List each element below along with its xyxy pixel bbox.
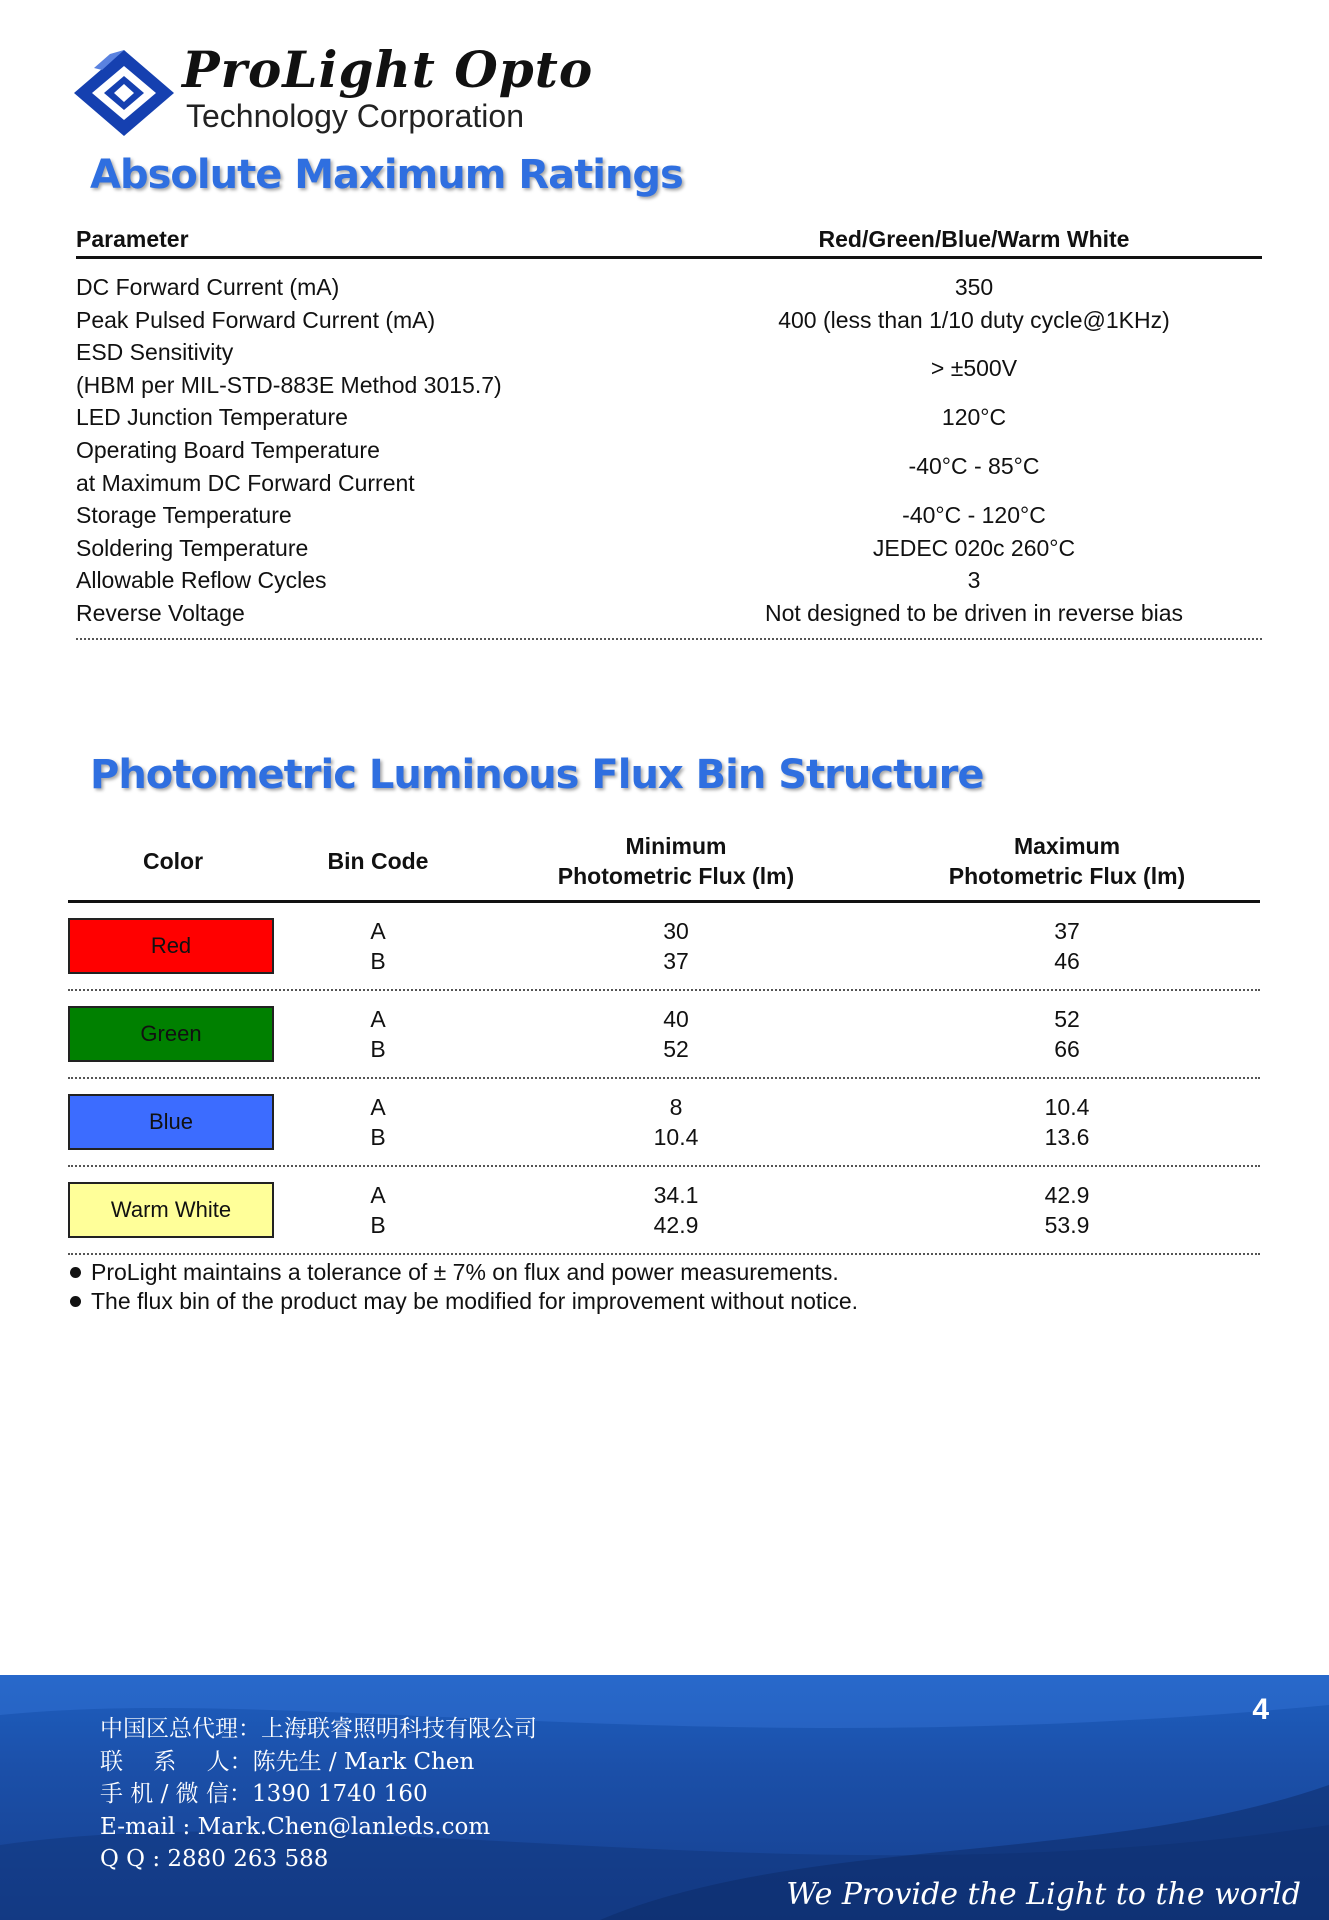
notes-list <box>70 1258 858 1316</box>
note-text: ProLight maintains a tolerance of ± 7% on flux and power measurements. <box>91 1259 839 1285</box>
header-color: Color <box>142 848 204 874</box>
logo-subtitle: Technology Corporation <box>186 98 524 134</box>
bin-code-value: B <box>370 948 386 974</box>
diamond-logo-icon <box>72 48 176 138</box>
bullet-icon <box>70 1267 81 1278</box>
max-flux-value: 37 <box>1054 918 1080 944</box>
min-flux-value: 37 <box>663 948 689 974</box>
value-cell: 350 <box>954 274 994 300</box>
parameter-cell <box>76 401 696 434</box>
page-number: 4 <box>1252 1693 1269 1726</box>
parameter-line: Peak Pulsed Forward Current (mA) <box>76 306 436 333</box>
company-logo <box>72 40 594 140</box>
min-flux-value: 52 <box>663 1036 689 1062</box>
color-swatch: Warm White <box>68 1182 274 1238</box>
table-header <box>76 222 1262 259</box>
note-text: The flux bin of the product may be modified for improvement without notice. <box>91 1288 859 1314</box>
table-row <box>76 271 1262 304</box>
max-flux-value: 42.9 <box>1044 1182 1090 1208</box>
max-flux-value: 13.6 <box>1044 1124 1090 1150</box>
header-min-flux <box>478 831 874 891</box>
min-flux-value: 34.1 <box>653 1182 699 1208</box>
value-cell: JEDEC 020c 260°C <box>872 534 1076 561</box>
parameter-cell <box>76 564 696 597</box>
parameter-cell <box>76 434 696 499</box>
parameter-cell <box>76 336 696 401</box>
min-flux-value: 42.9 <box>653 1212 699 1238</box>
contact-line: 手 机 / 微 信：1390 1740 160 <box>100 1781 428 1807</box>
table-row <box>76 336 1262 401</box>
parameter-line: ESD Sensitivity <box>76 339 234 366</box>
value-cell: 120°C <box>941 404 1007 431</box>
header-bin-code: Bin Code <box>327 848 429 874</box>
bin-code-cell <box>278 1092 478 1152</box>
contact-line: Q Q : 2880 263 588 <box>100 1846 329 1872</box>
bin-code-cell <box>278 1180 478 1240</box>
min-flux-value: 30 <box>663 918 689 944</box>
table-row <box>76 434 1262 499</box>
contact-line: 联 系 人：陈先生 / Mark Chen <box>100 1748 475 1775</box>
note-item <box>70 1287 858 1316</box>
parameter-line: LED Junction Temperature <box>76 404 348 431</box>
value-cell: Not designed to be driven in reverse bias <box>764 599 1184 626</box>
min-flux-value: 40 <box>663 1006 689 1032</box>
table-row <box>76 401 1262 434</box>
table-header <box>68 822 1260 903</box>
bin-code-value: A <box>370 1094 386 1120</box>
min-flux-value: 8 <box>669 1094 683 1120</box>
header-max-line1: Maximum <box>1013 833 1121 859</box>
bin-code-value: A <box>370 1006 386 1032</box>
min-flux-cell <box>478 1092 874 1152</box>
bin-code-cell <box>278 1004 478 1064</box>
header-max-flux <box>874 831 1260 891</box>
table-body <box>68 903 1260 1255</box>
color-cell <box>68 918 278 974</box>
value-cell: > ±500V <box>930 355 1018 382</box>
flux-group-row <box>68 903 1260 991</box>
bin-code-value: B <box>370 1124 386 1150</box>
bin-code-value: B <box>370 1212 386 1238</box>
max-flux-value: 52 <box>1054 1006 1080 1032</box>
parameter-cell <box>76 499 696 532</box>
contact-info <box>100 1713 537 1876</box>
bin-code-value: A <box>370 1182 386 1208</box>
parameter-line: DC Forward Current (mA) <box>76 274 340 300</box>
max-flux-value: 46 <box>1054 948 1080 974</box>
value-cell: -40°C - 120°C <box>902 502 1046 529</box>
value-cell: 400 (less than 1/10 duty cycle@1KHz) <box>778 306 1170 333</box>
max-flux-value: 10.4 <box>1044 1094 1090 1120</box>
bullet-icon <box>70 1296 81 1307</box>
parameter-line: Allowable Reflow Cycles <box>76 567 327 594</box>
section-title-flux-bins: Photometric Luminous Flux Bin Structure <box>90 752 984 798</box>
note-item <box>70 1258 858 1287</box>
color-swatch: Blue <box>68 1094 274 1150</box>
table-row <box>76 564 1262 597</box>
parameter-line: at Maximum DC Forward Current <box>76 469 415 496</box>
parameter-line: Reverse Voltage <box>76 599 245 626</box>
bin-code-value: B <box>370 1036 386 1062</box>
flux-group-row <box>68 991 1260 1079</box>
slogan: We Provide the Light to the world <box>786 1877 1301 1912</box>
value-cell: -40°C - 85°C <box>908 453 1040 480</box>
max-flux-cell <box>874 1004 1260 1064</box>
contact-line: 中国区总代理：上海联睿照明科技有限公司 <box>100 1716 537 1742</box>
parameter-line: Operating Board Temperature <box>76 436 380 463</box>
bin-code-value: A <box>370 918 386 944</box>
max-flux-value: 53.9 <box>1044 1212 1090 1238</box>
flux-bin-table <box>68 822 1260 1255</box>
table-row <box>76 597 1262 630</box>
flux-group-row <box>68 1079 1260 1167</box>
parameter-cell <box>76 271 696 304</box>
header-min-line1: Minimum <box>625 833 727 859</box>
min-flux-cell <box>478 1180 874 1240</box>
color-cell <box>68 1094 278 1150</box>
table-row <box>76 304 1262 337</box>
min-flux-value: 10.4 <box>653 1124 699 1150</box>
parameter-line: (HBM per MIL-STD-883E Method 3015.7) <box>76 371 502 398</box>
section-title-absolute-max: Absolute Maximum Ratings <box>90 152 683 198</box>
header-max-line2: Photometric Flux (lm) <box>948 863 1186 889</box>
min-flux-cell <box>478 916 874 976</box>
header-parameter: Parameter <box>76 226 189 252</box>
header-min-line2: Photometric Flux (lm) <box>557 863 795 889</box>
max-flux-cell <box>874 916 1260 976</box>
contact-line: E-mail : Mark.Chen@lanleds.com <box>100 1813 491 1840</box>
color-swatch: Red <box>68 918 274 974</box>
parameter-line: Soldering Temperature <box>76 534 309 561</box>
table-body <box>76 271 1262 630</box>
header-value: Red/Green/Blue/Warm White <box>818 226 1130 252</box>
parameter-cell <box>76 532 696 565</box>
table-row <box>76 532 1262 565</box>
max-flux-cell <box>874 1180 1260 1240</box>
footer-banner <box>0 1675 1329 1920</box>
logo-name: ProLight Opto <box>182 40 594 99</box>
bin-code-cell <box>278 916 478 976</box>
min-flux-cell <box>478 1004 874 1064</box>
color-cell <box>68 1182 278 1238</box>
table-row <box>76 499 1262 532</box>
parameter-cell <box>76 597 696 630</box>
flux-group-row <box>68 1167 1260 1255</box>
parameter-cell <box>76 304 696 337</box>
parameter-line: Storage Temperature <box>76 502 292 529</box>
table-divider <box>76 638 1262 640</box>
max-flux-value: 66 <box>1054 1036 1080 1062</box>
value-cell: 3 <box>967 567 981 594</box>
color-swatch: Green <box>68 1006 274 1062</box>
color-cell <box>68 1006 278 1062</box>
absolute-max-table <box>76 222 1262 640</box>
max-flux-cell <box>874 1092 1260 1152</box>
